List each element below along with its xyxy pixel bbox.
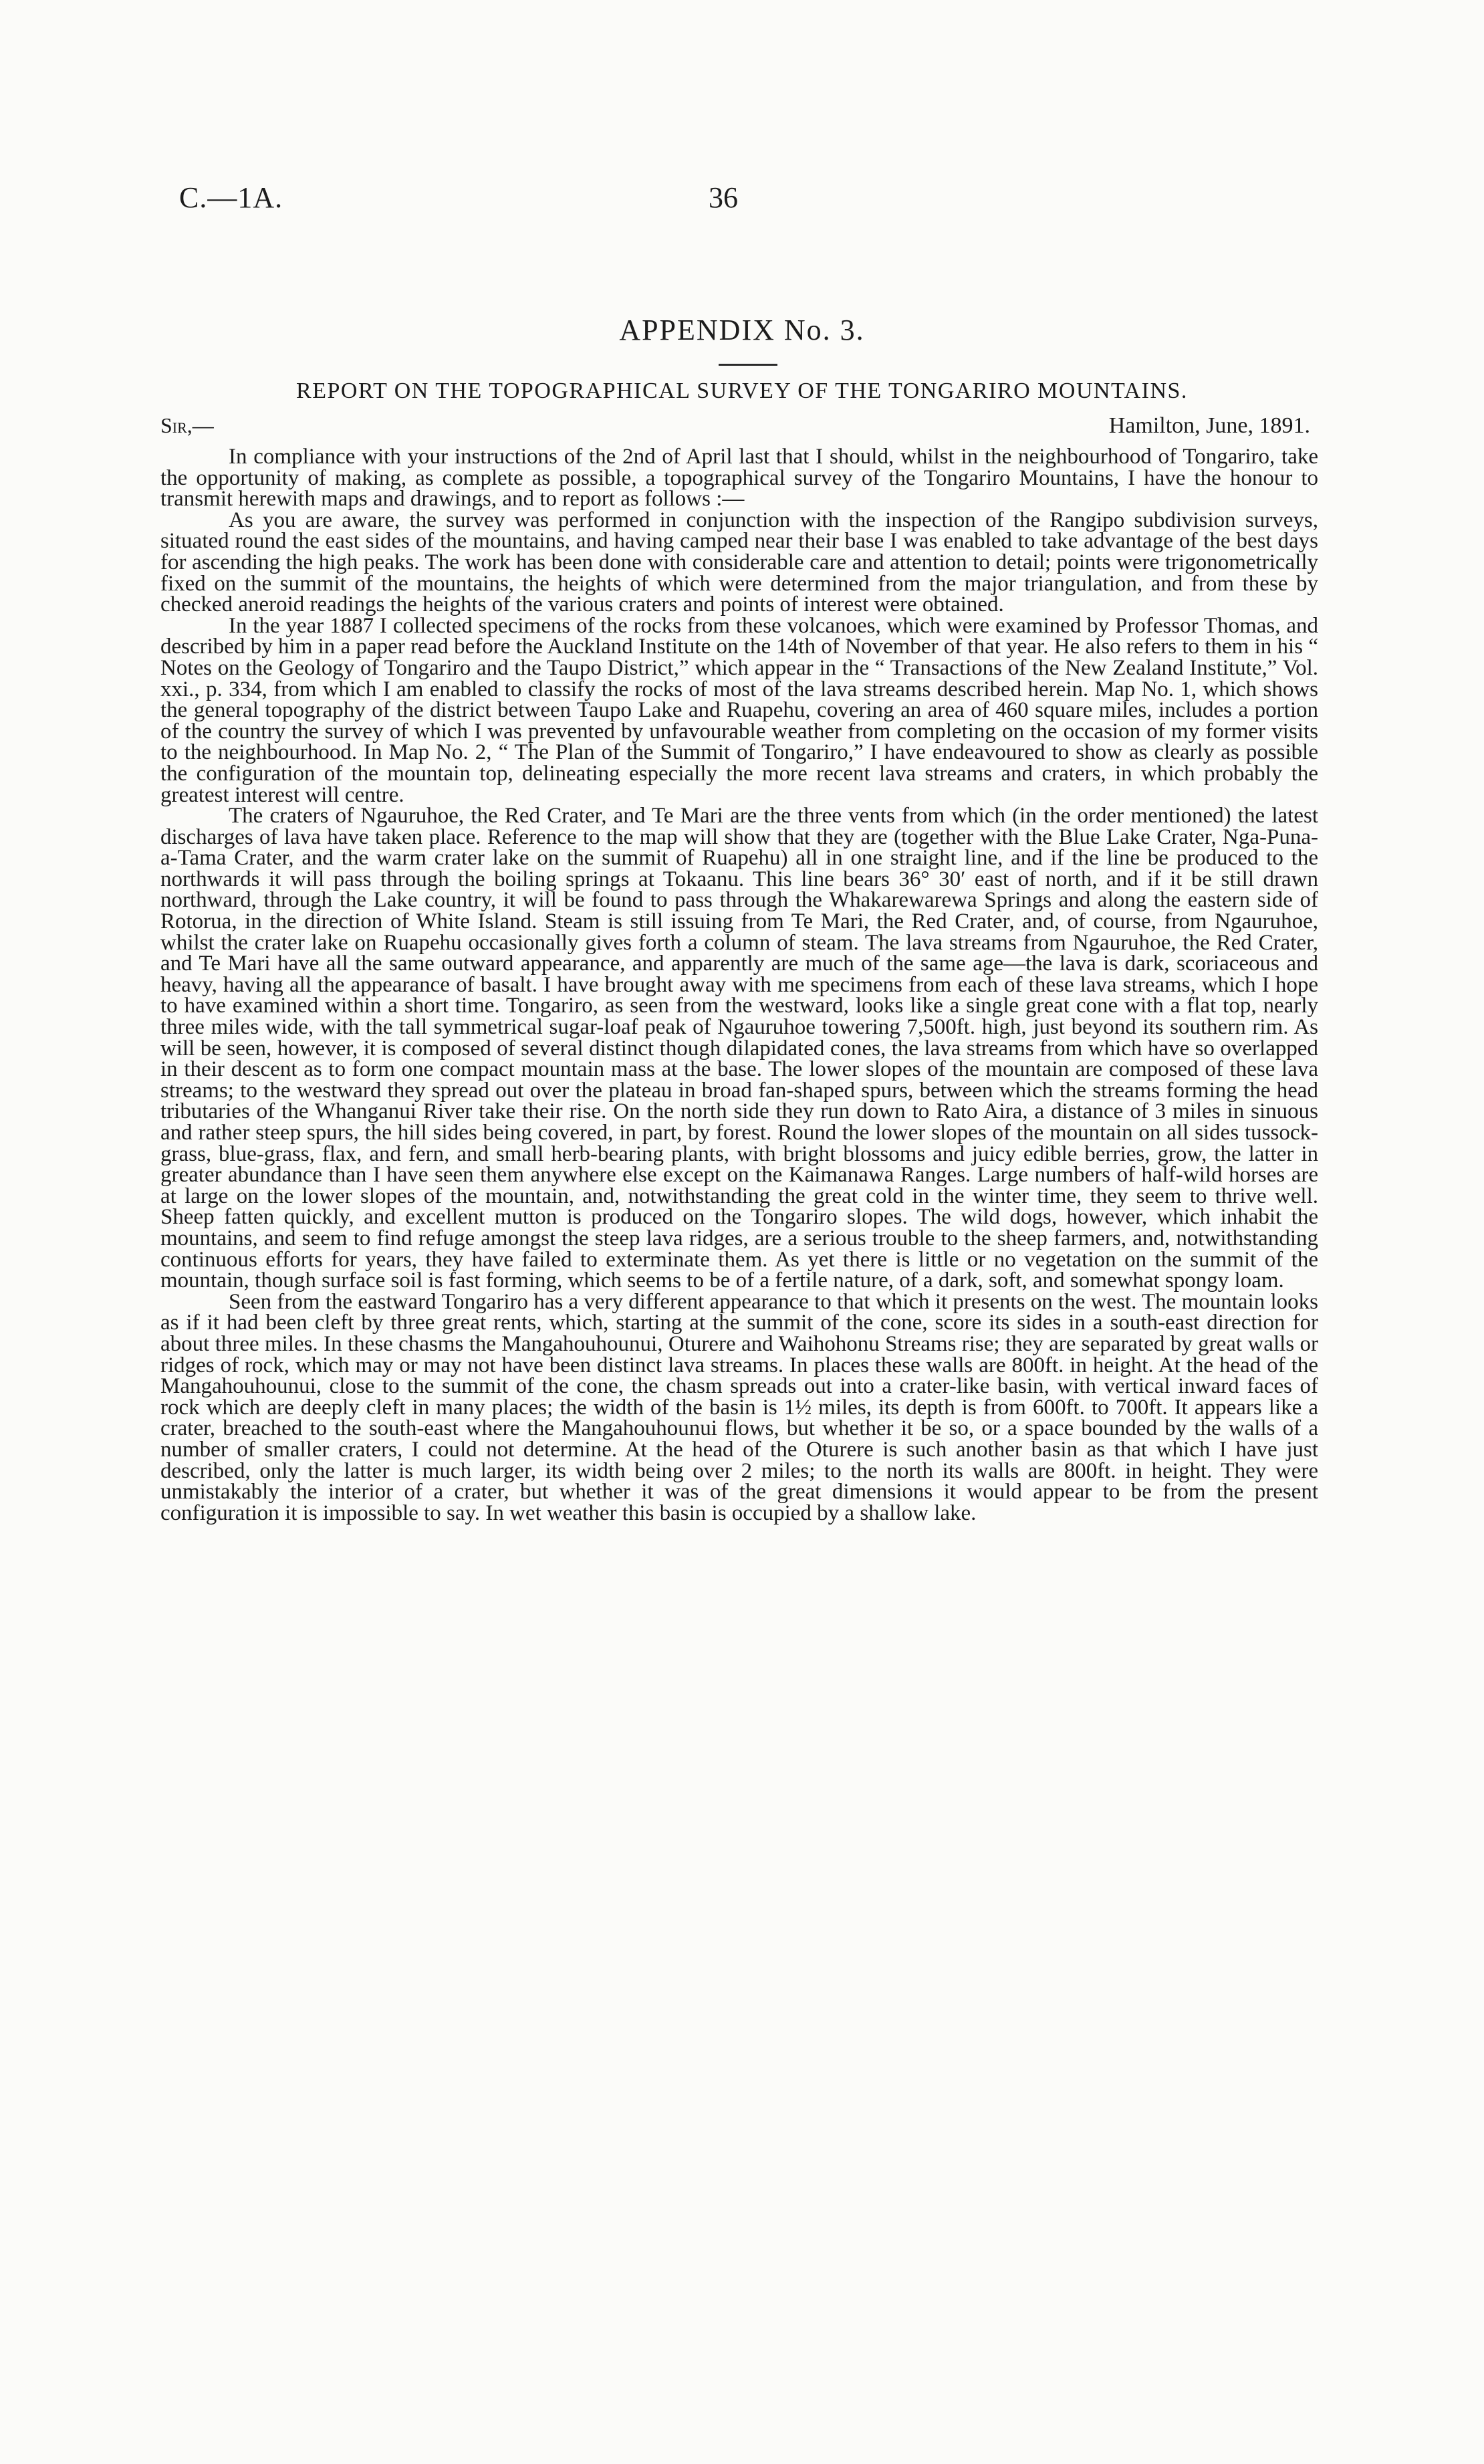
title-divider (719, 364, 777, 366)
paragraph-3: In the year 1887 I collected specimens of the rocks from these volcanoes, which were examined by Professor Thomas, and described by him in a paper read before the Auckland Institute on the 14th of November of that year. He also refers to them in his “ Notes on the Geology of Tongariro and the Taupo District,” which appear in the “ Transactions of the New Zealand Institute,” Vol. xxi., p. 334, from which I am enabled to classify the rocks of most of the lava streams described herein. Map No. 1, which shows the general topography of the district between Taupo Lake and Ruapehu, covering an area of 460 square miles, includes a portion of the country the survey of which I was prevented by unfavourable weather from completing on the occasion of my former visits to the neighbourhood. In Map No. 2, “ The Plan of the Summit of Tongariro,” I have endeavoured to show as clearly as possible the configuration of the mountain top, delineating especially the more recent lava streams and craters, in which probably the greatest interest will centre. (160, 613, 1318, 807)
report-title: REPORT ON THE TOPOGRAPHICAL SURVEY OF THE TONGARIRO MOUNTAINS. (296, 378, 1188, 403)
salutation: Sir,— (160, 413, 214, 437)
paragraph-4: The craters of Ngauruhoe, the Red Crater, and Te Mari are the three vents from which (in the order mentioned) the latest discharges of lava have taken place. Reference to the map will show that they are (together with the Blue Lake Crater, Nga-Puna-a-Tama Crater, and the warm crater lake on the summit of Ruapehu) all in one straight line, and if the line be produced to the northwards it will pass through the boiling springs at Tokaanu. This line bears 36° 30′ east of north, and if it be still drawn northward, through the Lake country, it will be found to pass through the Whakarewarewa Springs and along the eastern side of Rotorua, in the direction of White Island. Steam is still issuing from Te Mari, the Red Crater, and, of course, from Ngauruhoe, whilst the crater lake on Ruapehu occasionally gives forth a column of steam. The lava streams from Ngauruhoe, the Red Crater, and Te Mari have all the same outward appearance, and apparently are much of the same age—the lava is dark, scoriaceous and heavy, having all the appearance of basalt. I have brought away with me specimens from each of these lava streams, which I hope to have examined within a short time. Tongariro, as seen from the westward, looks like a single great cone with a flat top, nearly three miles wide, with the tall symmetrical sugar-loaf peak of Ngauruhoe towering 7,500ft. high, just beyond its southern rim. As will be seen, however, it is composed of several distinct though dilapidated cones, the lava streams from which have so overlapped in their descent as to form one compact mountain mass at the base. The lower slopes of the mountain are composed of these lava streams; to the westward they spread out over the plateau in broad fan-shaped spurs, between which the streams forming the head tributaries of the Whanganui River take their rise. On the north side they run down to Rato Aira, a distance of 3 miles in sinuous and rather steep spurs, the hill sides being covered, in part, by forest. Round the lower slopes of the mountain on all sides tussock-grass, blue-grass, flax, and fern, and small herb-bearing plants, with bright blossoms and juicy edible berries, grow, the latter in greater abundance than I have seen them anywhere else except on the Kaimanawa Ranges. Large numbers of half-wild horses are at large on the lower slopes of the mountain, and, notwithstanding the great cold in the winter time, they seem to thrive well. Sheep fatten quickly, and excellent mutton is produced on the Tongariro slopes. The wild dogs, however, which inhabit the mountains, and seem to find refuge amongst the steep lava ridges, are a serious trouble to the sheep farmers, and, notwithstanding continuous efforts for years, they have failed to exterminate them. As yet there is little or no vegetation on the summit of the mountain, though surface soil is fast forming, which seems to be of a fertile nature, of a dark, soft, and somewhat spongy loam. (160, 804, 1318, 1293)
place-and-date: Hamilton, June, 1891. (1108, 413, 1310, 438)
paragraph-1: In compliance with your instructions of the 2nd of April last that I should, whilst in the neighbourhood of Tongariro, take the opportunity of making, as complete as possible, a topographical survey of the Tongariro Mountains, I have the honour to transmit herewith maps and drawings, and to report as follows :— (160, 445, 1318, 512)
paragraph-2: As you are aware, the survey was performed in conjunction with the inspection of the Rangipo subdivision surveys, situated round the east sides of the mountains, and having camped near their base I was enabled to take advantage of the best days for ascending the high peaks. The work has been done with considerable care and attention to detail; points were trigonometrically fixed on the summit of the mountains, the heights of which were determined from the major triangulation, and from these by checked aneroid readings the heights of the various craters and points of interest were obtained. (160, 508, 1318, 617)
parliamentary-paper-reference: C.—1A. (179, 181, 283, 214)
page-number: 36 (709, 181, 738, 214)
paragraph-5: Seen from the eastward Tongariro has a very different appearance to that which it presents on the west. The mountain looks as if it had been cleft by three great rents, which, starting at the summit of the cone, score its sides in a south-east direction for about three miles. In these chasms the Mangahouhounui, Oturere and Waihohonu Streams rise; they are separated by great walls or ridges of rock, which may or may not have been distinct lava streams. In places these walls are 800ft. in height. At the head of the Mangahouhounui, close to the summit of the cone, the chasm spreads out into a crater-like basin, with vertical inward faces of rock which are deeply cleft in many places; the width of the basin is 1½ miles, its depth is from 600ft. to 700ft. It appears like a crater, breached to the south-east where the Mangahouhounui flows, but whether it be so, or a space bounded by the walls of a number of smaller craters, I could not determine. At the head of the Oturere is such another basin as that which I have just described, only the latter is much larger, its width being over 2 miles; to the north its walls are 800ft. in height. They were unmistakably the interior of a crater, but whether it was of the great dimensions it would appear to be from the present configuration it is impossible to say. In wet weather this basin is occupied by a shallow lake. (160, 1289, 1318, 1525)
appendix-title: APPENDIX No. 3. (619, 314, 865, 346)
report-body (160, 447, 1318, 1524)
